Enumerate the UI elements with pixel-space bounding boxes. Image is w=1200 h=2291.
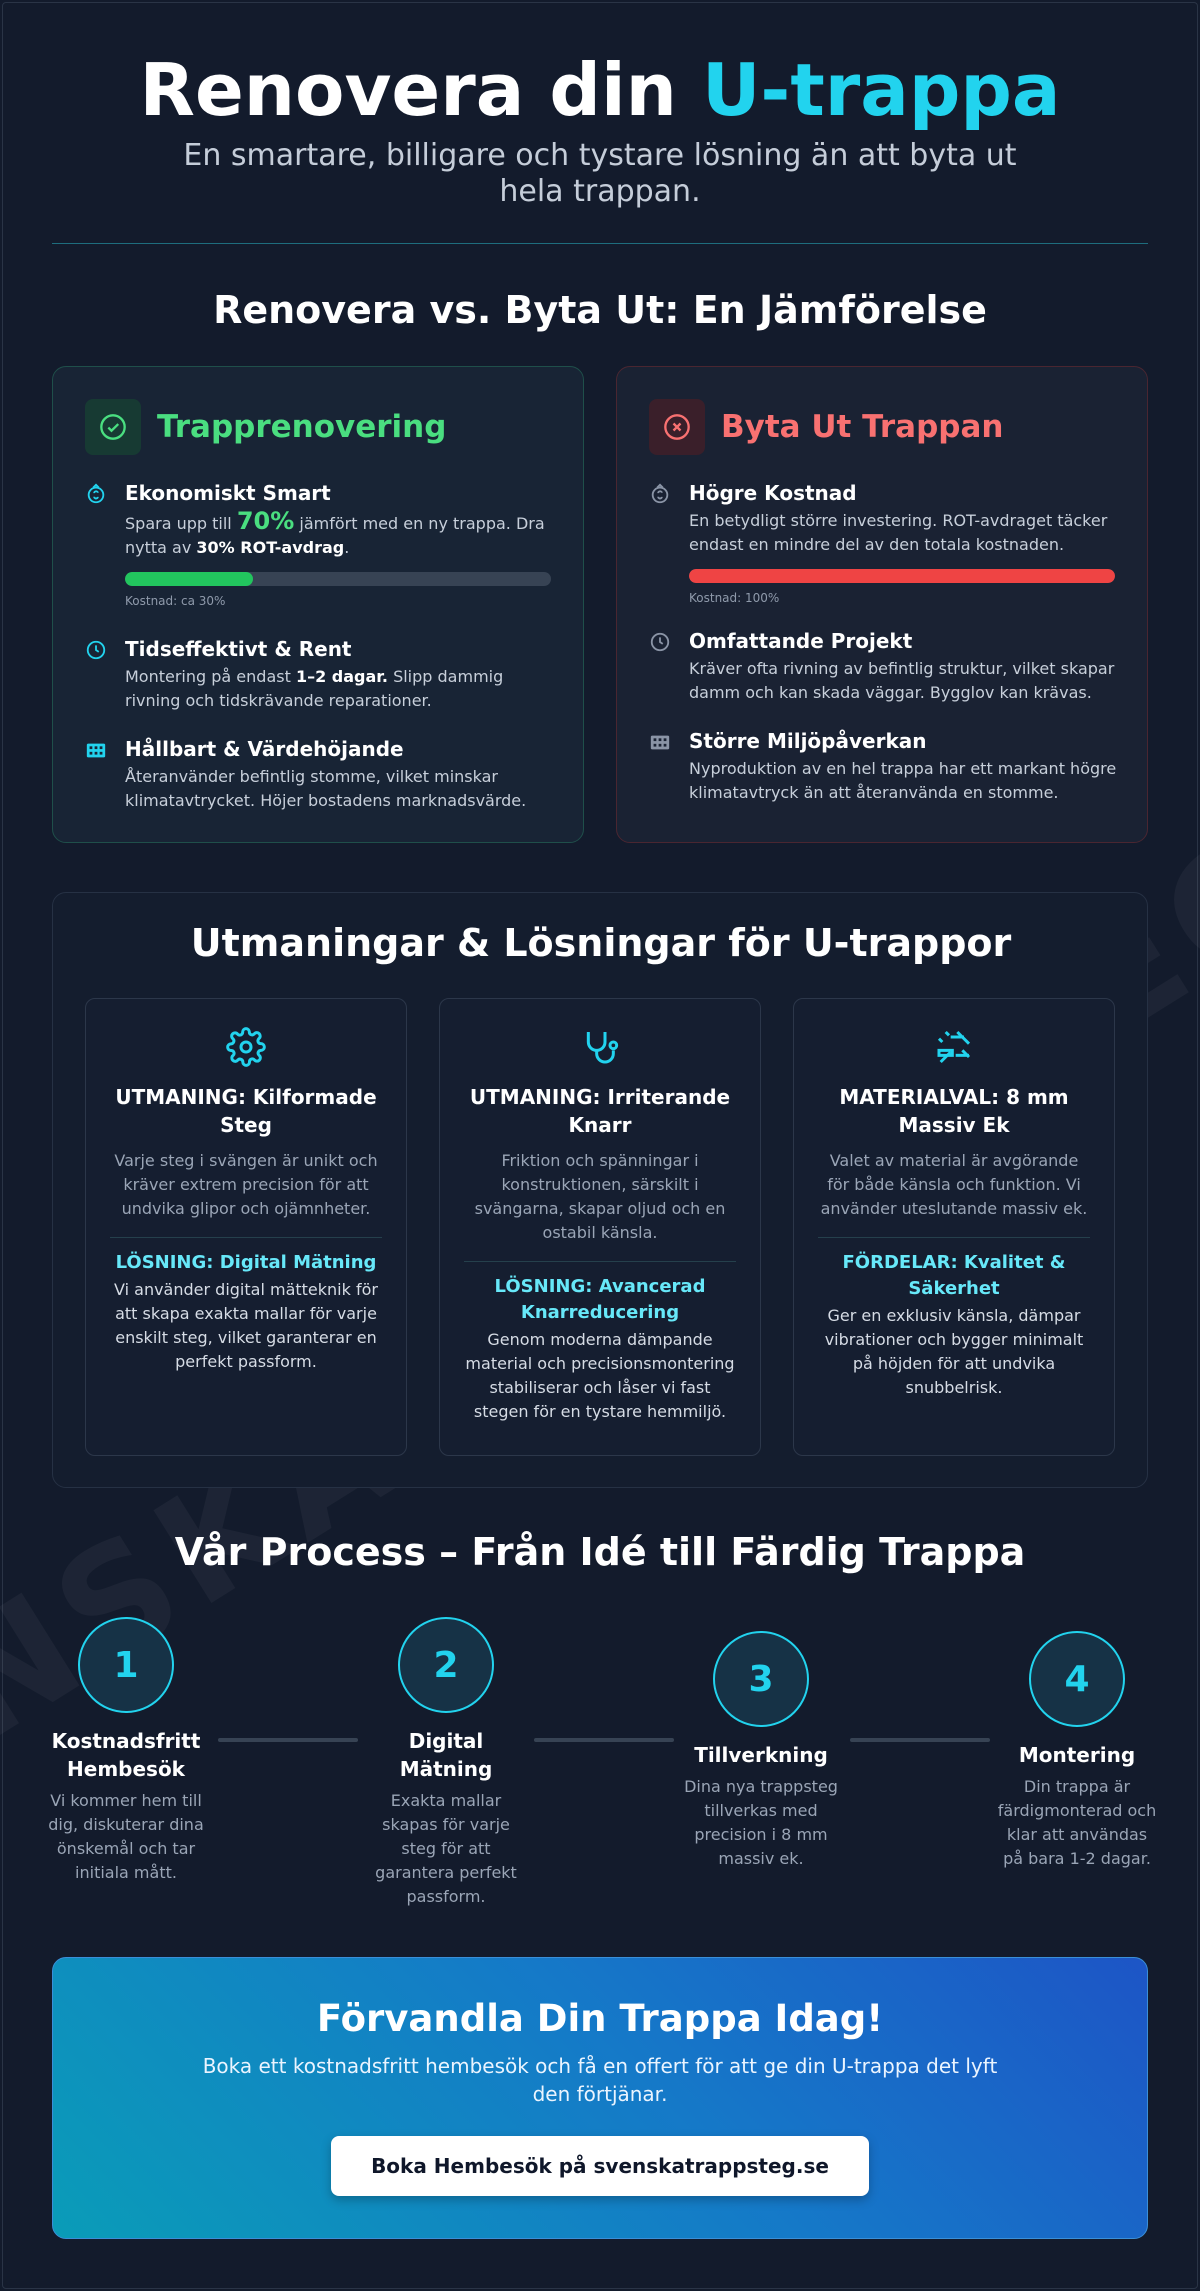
process-title: Vår Process – Från Idé till Färdig Trappa	[174, 1530, 1026, 1574]
step-number: 1	[78, 1617, 174, 1713]
book-visit-button[interactable]: Boka Hembesök på svenskatrappsteg.se	[331, 2136, 869, 2196]
stethoscope-icon	[464, 1025, 736, 1069]
renovation-item-sustainable	[85, 737, 555, 813]
process-connector	[534, 1738, 674, 1742]
solution-title: LÖSNING: Avancerad Knarreducering	[494, 1276, 706, 1323]
building-icon	[85, 739, 107, 761]
step-number: 2	[398, 1617, 494, 1713]
item-title: Större Miljöpåverkan	[689, 729, 927, 753]
process-connector	[218, 1738, 358, 1742]
step-title: Kostnadsfritt Hembesök	[51, 1729, 201, 1781]
x-circle-icon	[649, 399, 705, 455]
step-text: Vi kommer hem till dig, diskuterar dina önskemål och tar initiala mått.	[48, 1791, 204, 1882]
header-divider	[52, 243, 1148, 244]
step-number: 3	[713, 1631, 809, 1727]
item-text: En betydligt större investering. ROT-avdraget täcker endast en mindre del av den totala kostnaden.	[689, 511, 1108, 554]
item-text: Montering på endast 1–2 dagar. Slipp dammig rivning och tidskrävande reparationer.	[125, 667, 504, 710]
cost-caption: Kostnad: ca 30%	[125, 594, 226, 608]
item-title: Omfattande Projekt	[689, 629, 913, 653]
item-title: Ekonomiskt Smart	[125, 481, 331, 505]
challenge-card-wedge-steps	[85, 998, 407, 1456]
renovation-item-time	[85, 637, 555, 713]
page-title: Renovera din U-trappa	[139, 48, 1061, 132]
solution-text: Vi använder digital mätteknik för att skapa exakta mallar för varje enskilt steg, vilket garanterar en perfekt passform.	[114, 1280, 378, 1371]
process-step-2	[366, 1617, 526, 1909]
gear-icon	[110, 1025, 382, 1069]
step-number: 4	[1029, 1631, 1125, 1727]
challenge-title: UTMANING: Irriterande Knarr	[469, 1085, 731, 1137]
savings-highlight: 70%	[236, 507, 295, 535]
item-text: Nyproduktion av en hel trappa har ett markant högre klimatavtryck än att återanvända en stomme.	[689, 759, 1117, 802]
cta-title: Förvandla Din Trappa Idag!	[316, 1997, 884, 2040]
comparison-title: Renovera vs. Byta Ut: En Jämförelse	[213, 288, 987, 332]
item-title: Högre Kostnad	[689, 481, 857, 505]
building-icon	[649, 731, 671, 753]
page-subtitle: En smartare, billigare och tystare lösning än att byta ut hela trappan.	[183, 138, 1017, 209]
title-accent: U-trappa	[701, 48, 1061, 132]
renovation-item-economy	[85, 481, 555, 608]
cost-bar-replace	[689, 569, 1115, 583]
challenge-description: Valet av material är avgörande för både känsla och funktion. Vi använder uteslutande massiv ek.	[820, 1151, 1088, 1218]
hero-header	[52, 42, 1148, 210]
cost-caption: Kostnad: 100%	[689, 591, 780, 605]
step-text: Din trappa är färdigmonterad och klar att användas på bara 1-2 dagar.	[997, 1777, 1157, 1868]
divider	[110, 1237, 382, 1238]
divider	[818, 1237, 1090, 1238]
replace-item-cost	[649, 481, 1119, 605]
step-text: Exakta mallar skapas för varje steg för att garantera perfekt passform.	[375, 1791, 517, 1906]
cta-text: Boka ett kostnadsfritt hembesök och få en offert för att ge din U-trappa det lyft den förtjänar.	[202, 2054, 998, 2106]
step-title: Tillverkning	[694, 1743, 828, 1767]
clock-icon	[85, 639, 107, 661]
replace-item-project	[649, 629, 1119, 705]
tools-icon	[818, 1025, 1090, 1069]
item-text: Återanvänder befintlig stomme, vilket minskar klimatavtrycket. Höjer bostadens marknadsvärde.	[125, 767, 527, 810]
solution-title: LÖSNING: Digital Mätning	[115, 1252, 377, 1273]
piggy-bank-icon	[649, 483, 671, 505]
item-text: Kräver ofta rivning av befintlig struktur, vilket skapar damm och kan skada väggar. Bygglov kan krävas.	[689, 659, 1115, 702]
process-step-3	[681, 1631, 841, 1871]
item-title: Hållbart & Värdehöjande	[125, 737, 404, 761]
divider	[464, 1261, 736, 1262]
process-step-4	[997, 1631, 1157, 1871]
renovation-title: Trapprenovering	[157, 409, 447, 445]
cost-bar-renovation	[125, 572, 551, 586]
replace-item-environment	[649, 729, 1119, 805]
cta-section	[52, 1957, 1148, 2239]
challenges-section	[52, 892, 1148, 1488]
challenge-card-creaking	[439, 998, 761, 1456]
replace-title: Byta Ut Trappan	[721, 409, 1004, 445]
process-connector	[850, 1738, 990, 1742]
step-text: Dina nya trappsteg tillverkas med precision i 8 mm massiv ek.	[684, 1777, 838, 1868]
challenge-card-material	[793, 998, 1115, 1456]
process-step-1	[46, 1617, 206, 1885]
challenge-title: MATERIALVAL: 8 mm Massiv Ek	[839, 1085, 1069, 1137]
piggy-bank-icon	[85, 483, 107, 505]
solution-text: Genom moderna dämpande material och precisionsmontering stabiliserar och låser vi fast stegen för en tystare hemmiljö.	[465, 1330, 735, 1421]
clock-icon	[649, 631, 671, 653]
step-title: Montering	[1018, 1743, 1136, 1767]
challenge-description: Varje steg i svängen är unikt och kräver extrem precision för att undvika glipor och ojämnheter.	[114, 1151, 378, 1218]
check-circle-icon	[85, 399, 141, 455]
step-title: Digital Mätning	[399, 1729, 493, 1781]
challenge-title: UTMANING: Kilformade Steg	[115, 1085, 377, 1137]
challenges-title: Utmaningar & Lösningar för U-trappor	[190, 921, 1012, 965]
solution-title: FÖRDELAR: Kvalitet & Säkerhet	[842, 1252, 1066, 1299]
challenge-description: Friktion och spänningar i konstruktionen, särskilt i svängarna, skapar oljud och en ostabil känsla.	[474, 1151, 726, 1242]
renovation-card	[52, 366, 584, 843]
replace-card	[616, 366, 1148, 843]
item-text: Spara upp till 70% jämfört med en ny trappa. Dra nytta av 30% ROT-avdrag.	[125, 507, 545, 557]
item-title: Tidseffektivt & Rent	[125, 637, 352, 661]
solution-text: Ger en exklusiv känsla, dämpar vibrationer och bygger minimalt på höjden för att undvika snubbelrisk.	[824, 1306, 1084, 1397]
